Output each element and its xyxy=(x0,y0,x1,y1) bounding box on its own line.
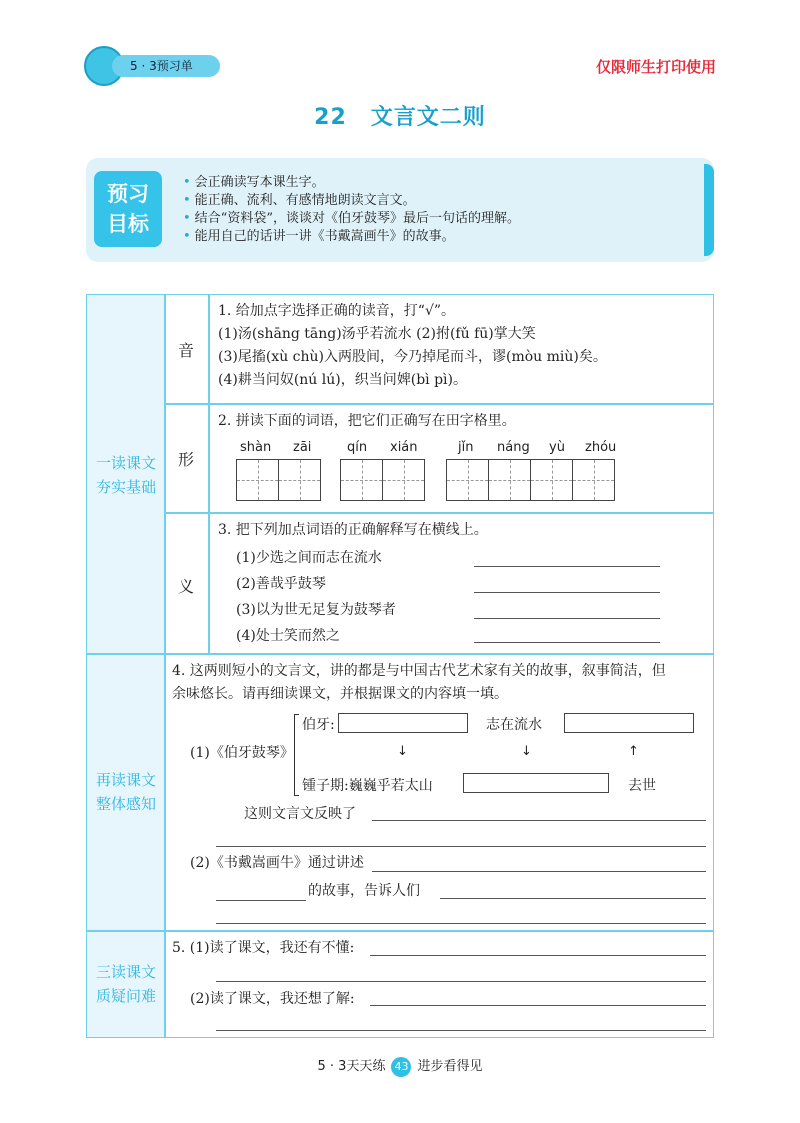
answer-line[interactable] xyxy=(474,642,660,643)
q1-item: (4)耕当问奴(nú lú)，织当问婢(bì pì)。 xyxy=(218,372,467,388)
label-form: 形 xyxy=(177,450,194,469)
row-divider xyxy=(164,512,713,514)
question-3: 3. 把下列加点词语的正确解释写在横线上。 xyxy=(218,522,488,538)
goal-item: • 结合“资料袋”，谈谈对《伯牙鼓琴》最后一句话的理解。 xyxy=(183,210,520,228)
pinyin-qin: qín xyxy=(347,440,368,455)
page-title xyxy=(0,100,800,131)
tian-grid-3[interactable] xyxy=(446,459,614,505)
goal-item: • 能用自己的话讲一讲《书戴嵩画牛》的故事。 xyxy=(183,228,520,246)
question-1: 1. 给加点字选择正确的读音，打“√”。 (1)汤(shāng tāng)汤乎若流水 (2)拊(fǔ fū)掌大笑 (3)尾搐(xù chù)入两股间，今乃掉尾而斗，谬(mòu miù)矣。 (4)耕当问奴(nú lú)，织当问婢(bì pì)。 xyxy=(218,300,607,392)
pinyin-yu: yù xyxy=(549,440,565,455)
answer-line[interactable] xyxy=(216,900,306,901)
answer-line[interactable] xyxy=(474,566,660,567)
answer-box[interactable] xyxy=(564,713,694,733)
answer-line[interactable] xyxy=(440,898,706,899)
pinyin-xian: xián xyxy=(390,440,418,455)
answer-line[interactable] xyxy=(370,955,706,956)
pinyin-zhou: zhóu xyxy=(585,440,617,455)
q3-items: (1)少选之间而志在流水 (2)善哉乎鼓琴 (3)以为世无足复为鼓琴者 (4)处士笑而然之 xyxy=(236,550,396,644)
question-5b: (2)读了课文，我还想了解: xyxy=(190,991,355,1007)
section-1-label: 一读课文 夯实基础 xyxy=(95,454,156,496)
footer-right: 进步看得见 xyxy=(417,1059,483,1074)
print-notice: 仅限师生打印使用 xyxy=(595,58,716,76)
brace xyxy=(294,714,299,796)
answer-line[interactable] xyxy=(474,618,660,619)
lesson-title: 文言文二则 xyxy=(370,105,486,130)
part-1-label: (1)《伯牙鼓琴》 xyxy=(190,745,294,761)
answer-line[interactable] xyxy=(370,1005,706,1006)
goals-tab xyxy=(704,164,714,256)
q1-item: (1)汤(shāng tāng)汤乎若流水 (2)拊(fǔ fū)掌大笑 xyxy=(218,326,536,342)
part-2-text: (2)《书戴嵩画牛》通过讲述 xyxy=(190,855,364,871)
lesson-number: 22 xyxy=(314,105,347,130)
goals-badge: 预习 目标 xyxy=(94,171,162,247)
q1-item: (3)尾搐(xù chù)入两股间，今乃掉尾而斗，谬(mòu miù)矣。 xyxy=(218,349,607,365)
story-text: 的故事，告诉人们 xyxy=(308,883,420,899)
row-divider xyxy=(164,403,713,405)
question-2: 2. 拼读下面的词语，把它们正确写在田字格里。 xyxy=(218,413,516,429)
goal-item: • 会正确读写本课生字。 xyxy=(183,174,520,192)
section-divider xyxy=(87,930,713,932)
tian-grid-2[interactable] xyxy=(340,459,424,505)
page-number: 43 xyxy=(391,1057,411,1077)
pinyin-jin: jǐn xyxy=(458,440,474,455)
section-divider xyxy=(87,653,713,655)
arrow-up-icon: ↑ xyxy=(628,744,639,759)
zhong-text: 锺子期:巍巍乎若太山 xyxy=(302,778,433,794)
qushi-text: 去世 xyxy=(628,778,656,794)
footer-left: 5 · 3天天练 xyxy=(317,1059,386,1074)
section-3-label: 三读课文 质疑问难 xyxy=(95,963,156,1005)
series-badge: 5 · 3预习单 xyxy=(112,55,220,77)
zhi-text: 志在流水 xyxy=(486,717,542,733)
pinyin-nang: náng xyxy=(497,440,530,455)
goals-list xyxy=(183,174,520,246)
section-column xyxy=(87,295,164,1037)
question-5a: 5. (1)读了课文，我还有不懂: xyxy=(172,940,355,956)
section-2-label: 再读课文 整体感知 xyxy=(95,771,156,813)
answer-box[interactable] xyxy=(338,713,468,733)
pinyin-shan: shàn xyxy=(240,440,272,455)
question-4: 4. 这两则短小的文言文，讲的都是与中国古代艺术家有关的故事，叙事简洁，但 余味悠长。请再细读课文，并根据课文的内容填一填。 xyxy=(172,663,666,702)
label-pronunciation: 音 xyxy=(177,341,194,360)
answer-line[interactable] xyxy=(372,871,706,872)
boya-label: 伯牙: xyxy=(302,717,335,733)
goal-item: • 能正确、流利、有感情地朗读文言文。 xyxy=(183,192,520,210)
answer-line[interactable] xyxy=(372,820,706,821)
answer-line[interactable] xyxy=(216,923,706,924)
answer-line[interactable] xyxy=(216,981,706,982)
answer-line[interactable] xyxy=(216,1030,706,1031)
pinyin-zai: zāi xyxy=(293,440,312,455)
column-divider xyxy=(164,295,166,1037)
label-divider xyxy=(208,295,210,653)
label-meaning: 义 xyxy=(177,577,194,596)
reflect-text: 这则文言文反映了 xyxy=(244,806,356,822)
arrow-down-icon: ↓ xyxy=(397,744,408,759)
answer-line[interactable] xyxy=(474,592,660,593)
tian-grid-1[interactable] xyxy=(236,459,320,505)
answer-line[interactable] xyxy=(216,846,706,847)
page-footer xyxy=(0,1055,800,1077)
answer-box[interactable] xyxy=(463,773,609,793)
arrow-down-icon: ↓ xyxy=(521,744,532,759)
